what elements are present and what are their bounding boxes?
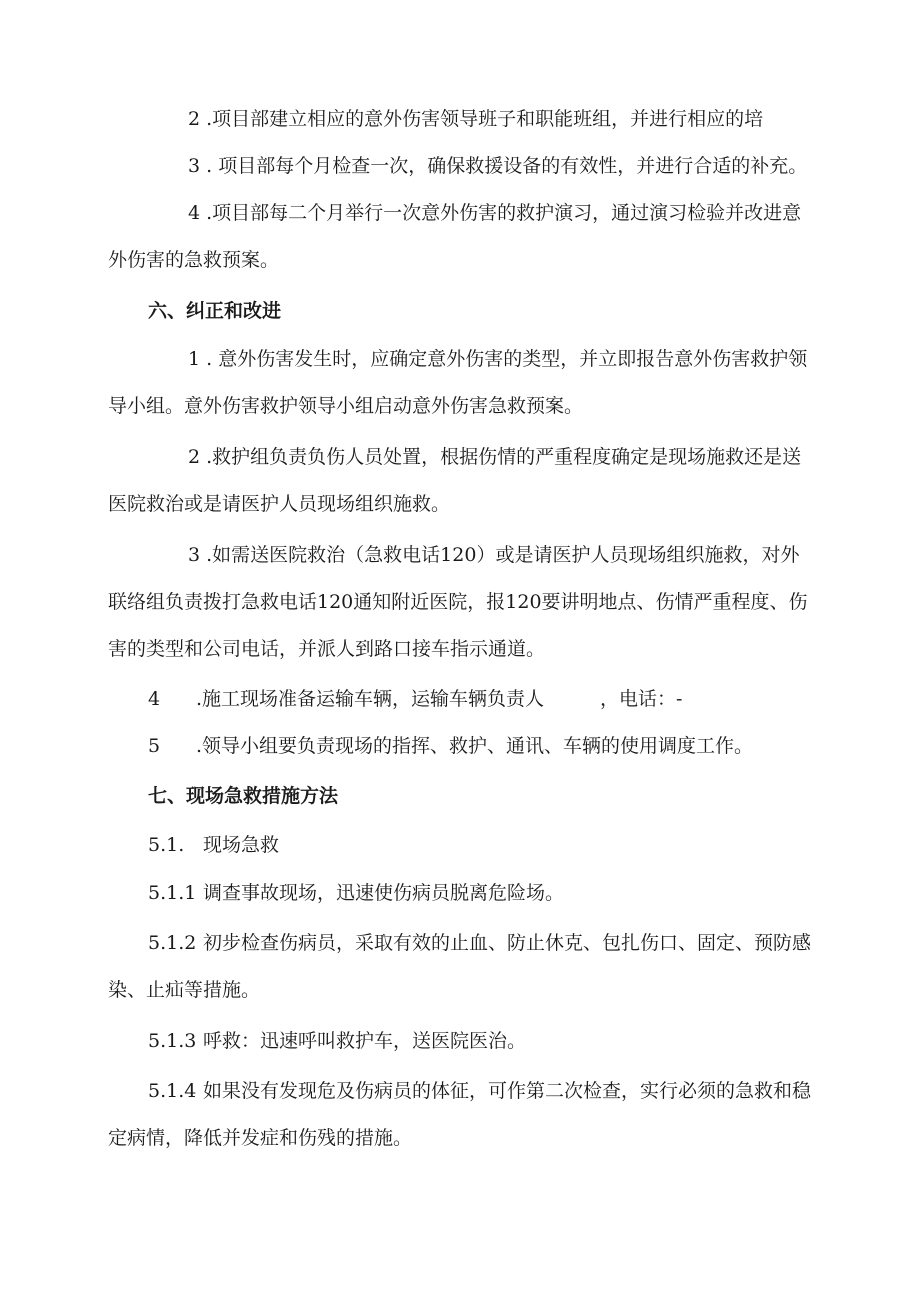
section-heading-first-aid: 七、现场急救措施方法: [148, 785, 339, 807]
item-text: 如果没有发现危及伤病员的体征，可作第二次检查，实行必须的急救和稳定病情，降低并发症和伤残的措施。: [108, 1080, 812, 1149]
paragraph-accident-report: [108, 336, 818, 430]
paragraph-rescue-team: [108, 434, 818, 528]
item-number: 5.1.: [148, 834, 185, 856]
item-text: .如需送医院救治（急救电话120）或是请医护人员现场组织施救，对外联络组负责拨打急救电话120通知附近医院，报120要讲明地点、伤情严重程度、伤害的类型和公司电话，并派人到路口接车指示通道。: [108, 544, 808, 660]
paragraph-5-1-3: [108, 1018, 818, 1065]
item-number: 5.1.3: [148, 1030, 197, 1052]
paragraph-5-1-4: [108, 1068, 818, 1162]
item-text: . 项目部每个月检查一次，确保救援设备的有效性，并进行合适的补充。: [200, 155, 808, 177]
paragraph-vehicle: [108, 676, 818, 723]
paragraph-monthly-check: [108, 143, 818, 190]
item-number: 5.1.1: [148, 882, 197, 904]
item-number: 5: [148, 735, 161, 757]
item-text: . 意外伤害发生时，应确定意外伤害的类型，并立即报告意外伤害救护领导小组。意外伤害救护领导小组启动意外伤害急救预案。: [108, 348, 808, 417]
item-text: .项目部每二个月举行一次意外伤害的救护演习，通过演习检验并改进意外伤害的急救预案。: [108, 202, 802, 271]
item-text: 初步检查伤病员，采取有效的止血、防止休克、包扎伤口、固定、预防感染、止疝等措施。: [108, 932, 812, 1001]
item-number: 4: [188, 202, 201, 224]
paragraph-hospital: [108, 532, 818, 673]
paragraph-5-1-1: [108, 870, 818, 917]
item-number: 2: [188, 446, 201, 468]
item-number: 4: [148, 688, 161, 710]
item-text: 现场急救: [203, 834, 280, 856]
item-text: .施工现场准备运输车辆，运输车辆负责人: [196, 688, 545, 710]
item-number: 3: [188, 544, 201, 566]
item-text: .项目部建立相应的意外伤害领导班子和职能班组，并进行相应的培: [200, 108, 764, 130]
item-number: 5.1.4: [148, 1080, 197, 1102]
item-text: 调查事故现场，迅速使伤病员脱离危险场。: [203, 882, 565, 904]
item-number: 2: [188, 108, 201, 130]
paragraph-training: [108, 96, 818, 143]
item-text: .救护组负责负伤人员处置，根据伤情的严重程度确定是现场施救还是送医院救治或是请医护人员现场组织施救。: [108, 446, 802, 515]
paragraph-5-1-2: [108, 920, 818, 1014]
item-number: 1: [188, 348, 201, 370]
paragraph-5-1: [108, 822, 818, 869]
section-heading-correction: 六、纠正和改进: [148, 300, 282, 322]
paragraph-leadership: [108, 723, 818, 770]
item-number: 3: [188, 155, 201, 177]
paragraph-drill: [108, 190, 818, 284]
item-number: 5.1.2: [148, 932, 197, 954]
item-text: 呼救：迅速呼叫救护车，送医院医治。: [203, 1030, 527, 1052]
item-text-phone: ，电话：-: [600, 688, 683, 710]
item-text: .领导小组要负责现场的指挥、救护、通讯、车辆的使用调度工作。: [196, 735, 754, 757]
